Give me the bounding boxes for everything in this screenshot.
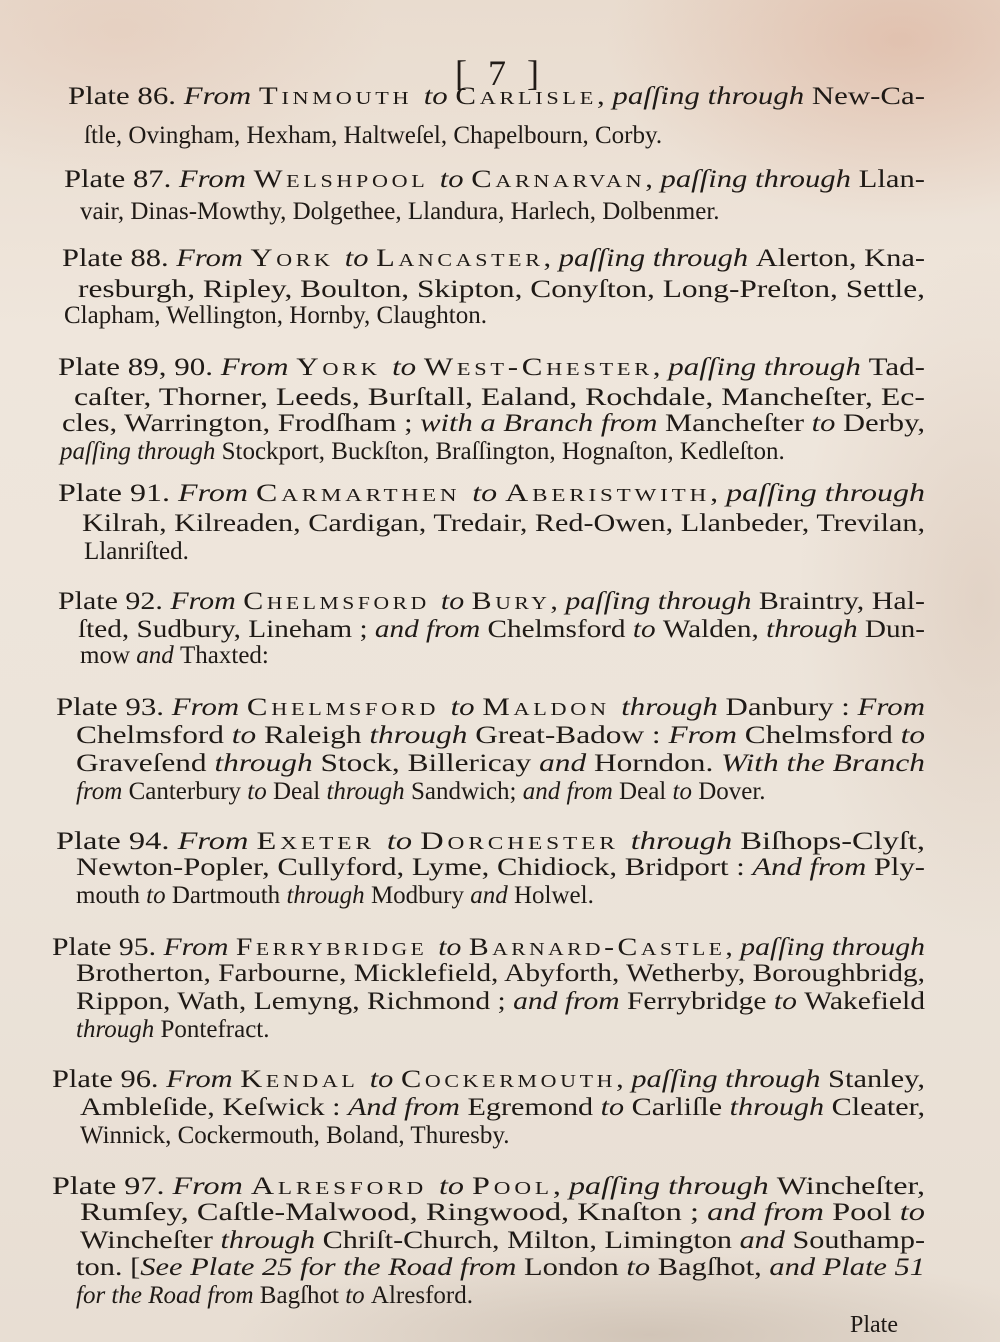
text-run: Deal bbox=[619, 778, 673, 805]
italic-connector: paſſing through bbox=[726, 480, 925, 507]
text-run: Ply- bbox=[873, 854, 925, 881]
entry-line bbox=[76, 988, 925, 1015]
italic-connector: paſſing through bbox=[558, 245, 756, 272]
text-run: Stanley, bbox=[828, 1066, 925, 1093]
text-run: Plate 95. bbox=[52, 934, 164, 961]
italic-connector: to bbox=[345, 1282, 371, 1309]
place-name-caps: Barnard-Castle bbox=[468, 934, 726, 961]
italic-connector: And from bbox=[752, 854, 874, 881]
place-name-caps: Bury bbox=[471, 588, 551, 615]
italic-connector: to bbox=[392, 354, 424, 381]
text-run: Walden, bbox=[662, 616, 767, 643]
text-run: Egremond bbox=[467, 1094, 601, 1121]
entry-line bbox=[80, 1227, 925, 1254]
italic-connector: to bbox=[423, 83, 456, 110]
text-run: Plate 89, 90. bbox=[58, 354, 221, 381]
place-name-caps: Carnarvan bbox=[471, 166, 646, 193]
entry-line bbox=[52, 1173, 925, 1200]
italic-connector: through bbox=[621, 694, 726, 721]
text-run: Winnick, Cockermouth, Boland, Thuresby. bbox=[80, 1122, 510, 1149]
italic-connector: to bbox=[450, 694, 483, 721]
text-run: Dover. bbox=[698, 778, 766, 805]
text-run: Holwel. bbox=[514, 882, 594, 909]
italic-connector: with a Branch from bbox=[420, 410, 666, 437]
italic-connector: and from bbox=[707, 1199, 833, 1226]
text-run: mow bbox=[80, 642, 137, 669]
italic-connector: through bbox=[630, 828, 741, 855]
place-name-caps: Pool bbox=[472, 1173, 553, 1200]
text-run: Thaxted: bbox=[180, 642, 269, 669]
italic-connector: and Plate 51 bbox=[769, 1254, 925, 1281]
text-run: Plate 92. bbox=[58, 588, 171, 615]
italic-connector: paſſing through bbox=[565, 588, 759, 615]
entry-line bbox=[78, 276, 925, 303]
italic-connector: From bbox=[163, 934, 236, 961]
italic-connector: From bbox=[170, 588, 244, 615]
text-run: vair, Dinas-Mowthy, Dolgethee, Llandura, Harlech, Dolbenmer. bbox=[80, 198, 720, 225]
place-name-caps: Kendal bbox=[240, 1066, 370, 1093]
entry-line bbox=[58, 354, 925, 381]
text-run: New-Ca- bbox=[811, 83, 925, 110]
italic-connector: through bbox=[766, 616, 865, 643]
place-name-caps: Tinmouth bbox=[258, 83, 424, 110]
text-run: Raleigh bbox=[264, 722, 370, 749]
entry-line bbox=[80, 642, 269, 669]
page-number: [ 7 ] bbox=[455, 53, 545, 93]
text-run: Plate 93. bbox=[56, 694, 172, 721]
italic-connector: to bbox=[900, 722, 925, 749]
entry-line bbox=[64, 302, 487, 329]
text-run: Mancheſter bbox=[665, 410, 812, 437]
text-run: mouth bbox=[76, 882, 147, 909]
text-run: Dartmouth bbox=[171, 882, 287, 909]
italic-connector: paſſing through bbox=[568, 1173, 777, 1200]
place-name-caps: Ferrybridge bbox=[235, 934, 439, 961]
italic-connector: See Plate 25 for the Road from bbox=[140, 1254, 525, 1281]
text-run: Tad- bbox=[868, 354, 926, 381]
entry-line bbox=[76, 960, 925, 987]
text-run: Plate 86. bbox=[68, 83, 184, 110]
text-run: Rumſey, Caſtle-Malwood, Ringwood, Knaſton ; bbox=[80, 1199, 708, 1226]
text-run: Chelmsford bbox=[744, 722, 901, 749]
text-run: , bbox=[652, 354, 669, 381]
text-run: ton. [ bbox=[76, 1254, 141, 1281]
place-name-caps: York bbox=[250, 245, 345, 272]
entry-line bbox=[58, 588, 925, 615]
italic-connector: From bbox=[171, 694, 247, 721]
text-run: Clapham, Wellington, Hornby, Claughton. bbox=[64, 302, 487, 329]
text-run: Newton-Popler, Cullyford, Lyme, Chidiock, Bridport : bbox=[76, 854, 753, 881]
text-run: Plate 97. bbox=[52, 1173, 173, 1200]
text-run: caſter, Thorner, Leeds, Burſtall, Ealand, Rochdale, Mancheſter, Ec- bbox=[74, 384, 925, 411]
italic-connector: to bbox=[247, 778, 273, 805]
entry-line bbox=[64, 166, 925, 193]
italic-connector: through bbox=[369, 722, 476, 749]
text-run: Dun- bbox=[864, 616, 925, 643]
text-run: , bbox=[543, 245, 559, 272]
text-run: Wincheſter bbox=[80, 1227, 221, 1254]
text-run: , bbox=[552, 1173, 569, 1200]
text-run: Plate 96. bbox=[52, 1066, 167, 1093]
italic-connector: From bbox=[166, 1066, 241, 1093]
text-run: Southamp- bbox=[792, 1227, 925, 1254]
text-run: Modbury bbox=[370, 882, 471, 909]
place-name-caps: Welshpool bbox=[253, 166, 440, 193]
italic-connector: to bbox=[146, 882, 172, 909]
entry-line bbox=[76, 722, 925, 749]
text-run: Ferrybridge bbox=[626, 988, 774, 1015]
text-run: resburgh, Ripley, Boulton, Skipton, Conyſton, Long-Preſton, Settle, bbox=[78, 276, 926, 303]
place-name-caps: Chelmsford bbox=[243, 588, 441, 615]
text-run: , bbox=[550, 588, 566, 615]
text-run: , bbox=[596, 83, 613, 110]
entry-line bbox=[76, 882, 594, 909]
entry-line bbox=[78, 616, 925, 643]
place-name-caps: Alresford bbox=[250, 1173, 439, 1200]
italic-connector: to bbox=[369, 1066, 401, 1093]
text-run: cles, Warrington, Frodſham ; bbox=[62, 410, 421, 437]
italic-connector: to bbox=[440, 588, 472, 615]
italic-connector: for the Road from bbox=[76, 1282, 260, 1309]
place-name-caps: York bbox=[296, 354, 393, 381]
italic-connector: through bbox=[76, 1016, 161, 1043]
text-run: ſted, Sudbury, Lineham ; bbox=[78, 616, 375, 643]
text-run: Horndon. bbox=[593, 750, 722, 777]
text-run: Deal bbox=[272, 778, 327, 805]
italic-connector: and bbox=[136, 642, 180, 669]
text-run: Ambleſide, Keſwick : bbox=[80, 1094, 348, 1121]
italic-connector: and bbox=[739, 1227, 793, 1254]
text-run: Plate 87. bbox=[64, 166, 179, 193]
text-run: Rippon, Wath, Lemyng, Richmond ; bbox=[76, 988, 514, 1015]
italic-connector: to bbox=[600, 1094, 632, 1121]
entry-line bbox=[58, 480, 925, 507]
italic-connector: From bbox=[176, 245, 251, 272]
italic-connector: to bbox=[472, 480, 506, 507]
italic-connector: through bbox=[326, 778, 411, 805]
italic-connector: and from bbox=[522, 778, 620, 805]
text-run: Stock, Billericay bbox=[320, 750, 540, 777]
entry-line bbox=[76, 854, 925, 881]
italic-connector: paſſing through bbox=[740, 934, 925, 961]
entry-line bbox=[80, 1122, 509, 1149]
italic-connector: to bbox=[439, 166, 472, 193]
italic-connector: to bbox=[626, 1254, 658, 1281]
place-name-caps: Carmarthen bbox=[256, 480, 473, 507]
text-run: ſtle, Ovingham, Hexham, Haltweſel, Chapelbourn, Corby. bbox=[84, 122, 663, 149]
text-run: Sandwich; bbox=[410, 778, 523, 805]
italic-connector: to bbox=[438, 934, 469, 961]
text-run: Great-Badow : bbox=[475, 722, 669, 749]
text-run: Plate 91. bbox=[58, 480, 179, 507]
italic-connector: to bbox=[632, 616, 663, 643]
text-run: Plate 94. bbox=[56, 828, 178, 855]
italic-connector: through bbox=[286, 882, 371, 909]
entry-line bbox=[76, 778, 766, 805]
text-run: Cleater, bbox=[831, 1094, 925, 1121]
place-name-caps: Maldon bbox=[482, 694, 622, 721]
entry-line bbox=[80, 198, 720, 225]
place-name-caps: Dorchester bbox=[420, 828, 631, 855]
italic-connector: From bbox=[668, 722, 745, 749]
entry-line bbox=[84, 538, 189, 565]
entry-line bbox=[76, 1254, 925, 1281]
text-run: Graveſend bbox=[76, 750, 215, 777]
italic-connector: and bbox=[470, 882, 514, 909]
entry-line bbox=[76, 1282, 473, 1309]
text-run: Wakefield bbox=[804, 988, 925, 1015]
text-run: Wincheſter, bbox=[776, 1173, 926, 1200]
italic-connector: paſſing through bbox=[612, 83, 812, 110]
italic-connector: to bbox=[231, 722, 265, 749]
text-run: Pool bbox=[832, 1199, 900, 1226]
italic-connector: And from bbox=[347, 1094, 468, 1121]
text-run: Chelmsford bbox=[487, 616, 633, 643]
entry-line bbox=[76, 750, 925, 777]
text-run: , bbox=[645, 166, 661, 193]
text-run: , bbox=[710, 480, 727, 507]
italic-connector: paſſing through bbox=[60, 438, 222, 465]
entry-line bbox=[80, 1094, 925, 1121]
italic-connector: From bbox=[220, 354, 297, 381]
italic-connector: With the Branch bbox=[721, 750, 925, 777]
entry-line bbox=[62, 410, 925, 437]
italic-connector: and bbox=[539, 750, 594, 777]
italic-connector: through bbox=[729, 1094, 832, 1121]
italic-connector: and from bbox=[374, 616, 488, 643]
entry-line bbox=[80, 1199, 925, 1226]
italic-connector: paſſing through bbox=[631, 1066, 829, 1093]
italic-connector: From bbox=[178, 166, 254, 193]
italic-connector: From bbox=[183, 83, 259, 110]
italic-connector: to bbox=[899, 1199, 925, 1226]
text-run: Plate 88. bbox=[62, 245, 177, 272]
place-name-caps: West-Chester bbox=[423, 354, 653, 381]
entry-line bbox=[74, 384, 925, 411]
italic-connector: to bbox=[438, 1173, 473, 1200]
text-run: Biſhops-Clyſt, bbox=[740, 828, 925, 855]
text-run: Bagſhot, bbox=[657, 1254, 770, 1281]
text-run: London bbox=[524, 1254, 627, 1281]
italic-connector: to bbox=[386, 828, 421, 855]
entry-line bbox=[68, 83, 925, 110]
entry-line bbox=[76, 1016, 269, 1043]
place-name-caps: Cockermouth bbox=[400, 1066, 617, 1093]
place-name-caps: Carlisle bbox=[455, 83, 597, 110]
entry-line bbox=[60, 438, 785, 465]
entry-line bbox=[82, 510, 925, 537]
italic-connector: From bbox=[177, 828, 257, 855]
text-run: Stockport, Buckſton, Braſſington, Hognaſton, Kedleſton. bbox=[221, 438, 785, 465]
text-run: Brotherton, Farbourne, Micklefield, Abyforth, Wetherby, Boroughbridg, bbox=[76, 960, 925, 987]
text-run: , bbox=[616, 1066, 632, 1093]
catchword: Plate bbox=[850, 1312, 898, 1338]
text-run: Chriſt-Church, Milton, Limington bbox=[322, 1227, 740, 1254]
text-run: , bbox=[725, 934, 741, 961]
italic-connector: paſſing through bbox=[668, 354, 869, 381]
italic-connector: through bbox=[214, 750, 321, 777]
text-run: Derby, bbox=[843, 410, 925, 437]
text-run: Llanriſted. bbox=[84, 538, 189, 565]
entry-line bbox=[52, 1066, 925, 1093]
italic-connector: From bbox=[857, 694, 925, 721]
place-name-caps: Aberistwith bbox=[505, 480, 711, 507]
entry-line bbox=[56, 694, 925, 721]
italic-connector: and from bbox=[513, 988, 627, 1015]
italic-connector: through bbox=[220, 1227, 323, 1254]
place-name-caps: Exeter bbox=[256, 828, 387, 855]
text-run: Canterbury bbox=[128, 778, 248, 805]
place-name-caps: Chelmsford bbox=[246, 694, 451, 721]
text-run: Kilrah, Kilreaden, Cardigan, Tredair, Red-Owen, Llanbeder, Trevilan, bbox=[82, 510, 925, 537]
text-run: Carliſle bbox=[631, 1094, 730, 1121]
text-run: Pontefract. bbox=[160, 1016, 270, 1043]
italic-connector: to bbox=[773, 988, 805, 1015]
entry-line bbox=[56, 828, 925, 855]
italic-connector: From bbox=[178, 480, 257, 507]
place-name-caps: Lancaster bbox=[376, 245, 544, 272]
text-run: Danbury : bbox=[725, 694, 858, 721]
text-run: Braintry, Hal- bbox=[758, 588, 925, 615]
italic-connector: from bbox=[76, 778, 129, 805]
italic-connector: From bbox=[172, 1173, 251, 1200]
text-run: Alresford. bbox=[370, 1282, 473, 1309]
italic-connector: to bbox=[672, 778, 699, 805]
italic-connector: to bbox=[811, 410, 844, 437]
entry-line bbox=[84, 122, 662, 149]
italic-connector: to bbox=[344, 245, 377, 272]
entry-line bbox=[62, 245, 925, 272]
text-run: Alerton, Kna- bbox=[755, 245, 926, 272]
text-run: Chelmsford bbox=[76, 722, 232, 749]
italic-connector: paſſing through bbox=[660, 166, 859, 193]
text-run: Llan- bbox=[858, 166, 926, 193]
entry-line bbox=[52, 934, 925, 961]
text-run: Bagſhot bbox=[259, 1282, 346, 1309]
